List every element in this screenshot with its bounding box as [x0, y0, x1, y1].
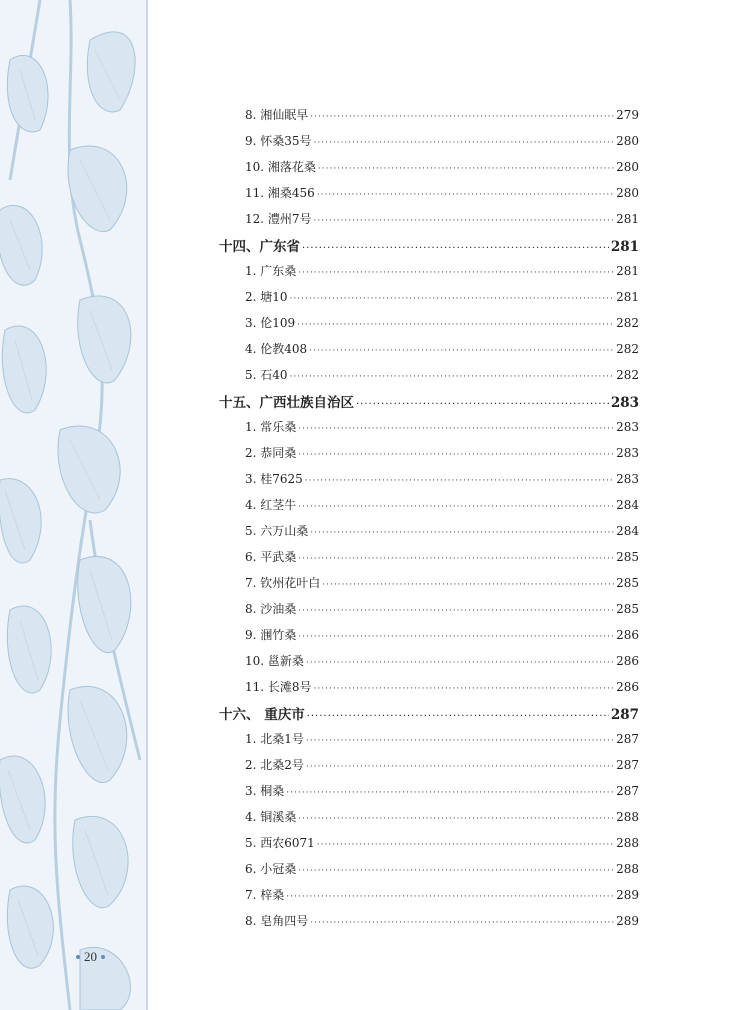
dot-leader: [314, 216, 615, 226]
toc-entry[interactable]: [245, 522, 639, 538]
dot-leader: [298, 268, 614, 278]
dot-leader: [302, 243, 609, 254]
toc-entry[interactable]: [245, 418, 639, 434]
dot-leader: [310, 918, 614, 928]
toc-entry-title: 十五、广西壮族自治区: [219, 395, 354, 411]
toc-entry-page: 285: [616, 602, 639, 616]
toc-entry-page: 282: [616, 342, 639, 356]
toc-entry[interactable]: [245, 444, 639, 460]
toc-entry-page: 288: [616, 810, 639, 824]
toc-entry[interactable]: [245, 314, 639, 330]
dot-leader: [306, 658, 614, 668]
toc-entry-title: 5. 石40: [245, 368, 288, 382]
toc-entry-page: 286: [616, 680, 639, 694]
page-number-text: 20: [84, 949, 97, 964]
toc-entry-page: 287: [616, 758, 639, 772]
toc-entry-title: 3. 伦109: [245, 316, 296, 330]
dot-leader: [298, 554, 614, 564]
toc-entry-page: 284: [616, 524, 639, 538]
toc-entry-title: 1. 常乐桑: [245, 420, 297, 434]
toc-section-heading[interactable]: [219, 235, 639, 253]
toc-entry-page: 288: [616, 836, 639, 850]
toc-entry-page: 289: [616, 914, 639, 928]
toc-entry[interactable]: [245, 262, 639, 278]
toc-entry-title: 9. 怀桑35号: [245, 134, 312, 148]
toc-entry-title: 6. 平武桑: [245, 550, 297, 564]
toc-entry[interactable]: [245, 548, 639, 564]
toc-entry[interactable]: [245, 730, 639, 746]
toc-entry-title: 6. 小冠桑: [245, 862, 297, 876]
toc-entry[interactable]: [245, 366, 639, 382]
dot-leader: [314, 684, 615, 694]
toc-entry-page: 282: [616, 316, 639, 330]
toc-entry-page: 287: [610, 707, 639, 723]
dot-leader: [297, 320, 614, 330]
dot-leader: [298, 450, 614, 460]
dot-leader: [298, 424, 614, 434]
toc-entry-page: 280: [616, 186, 639, 200]
toc-entry-page: 280: [616, 160, 639, 174]
toc-entry-title: 2. 北桑2号: [245, 758, 304, 772]
toc-entry-title: 十六、 重庆市: [219, 707, 305, 723]
dot-leader: [318, 164, 614, 174]
toc-entry-page: 286: [616, 654, 639, 668]
toc-entry[interactable]: [245, 652, 639, 668]
toc-entry-title: 7. 钦州花叶白: [245, 576, 321, 590]
toc-entry-page: 282: [616, 368, 639, 382]
toc-entry-title: 3. 桂7625: [245, 472, 303, 486]
toc-entry-page: 283: [616, 420, 639, 434]
toc-entry[interactable]: [245, 886, 639, 902]
toc-entry-title: 4. 铜溪桑: [245, 810, 297, 824]
toc-entry-title: 11. 湘桑456: [245, 186, 315, 200]
toc-entry-page: 287: [616, 784, 639, 798]
toc-entry[interactable]: [245, 132, 639, 148]
toc-entry[interactable]: [245, 470, 639, 486]
toc-entry-title: 5. 西农6071: [245, 836, 315, 850]
dot-leader: [298, 502, 614, 512]
toc-entry[interactable]: [245, 834, 639, 850]
dot-leader: [298, 814, 614, 824]
dot-leader: [290, 372, 615, 382]
toc-entry[interactable]: [245, 184, 639, 200]
toc-entry-page: 281: [616, 212, 639, 226]
dot-leader: [307, 711, 609, 722]
toc-entry-title: 1. 北桑1号: [245, 732, 304, 746]
toc-entry[interactable]: [245, 782, 639, 798]
toc-entry[interactable]: [245, 158, 639, 174]
toc-entry-page: 281: [610, 239, 639, 255]
dot-leader: [305, 476, 614, 486]
toc-entry-page: 283: [616, 472, 639, 486]
toc-entry-page: 285: [616, 576, 639, 590]
toc-entry-page: 280: [616, 134, 639, 148]
toc-entry-page: 284: [616, 498, 639, 512]
toc-entry-title: 4. 红茎牛: [245, 498, 297, 512]
dot-leader: [310, 112, 614, 122]
dot-leader: [298, 632, 614, 642]
toc-entry-title: 12. 澧州7号: [245, 212, 312, 226]
dot-leader: [306, 762, 614, 772]
toc-entry[interactable]: [245, 912, 639, 928]
toc-entry-page: 279: [616, 108, 639, 122]
toc-entry[interactable]: [245, 756, 639, 772]
dot-leader: [314, 138, 615, 148]
toc-section-heading[interactable]: [219, 391, 639, 409]
dot-leader: [356, 399, 609, 410]
toc-entry-title: 3. 桐桑: [245, 784, 285, 798]
toc-entry[interactable]: [245, 808, 639, 824]
toc-entry-page: 288: [616, 862, 639, 876]
toc-entry-title: 8. 沙油桑: [245, 602, 297, 616]
toc-entry-title: 10. 邕新桑: [245, 654, 304, 668]
toc-entry[interactable]: [245, 860, 639, 876]
dot-leader: [290, 294, 615, 304]
dot-leader: [317, 190, 614, 200]
toc-entry-title: 8. 湘仙眠早: [245, 108, 309, 122]
toc-entry-page: 286: [616, 628, 639, 642]
toc-entry-title: 5. 六万山桑: [245, 524, 309, 538]
dot-leader: [309, 346, 614, 356]
dot-leader: [310, 528, 614, 538]
toc-entry-title: 4. 伦教408: [245, 342, 308, 356]
toc-entry-page: 289: [616, 888, 639, 902]
toc-entry-page: 283: [616, 446, 639, 460]
toc-entry-page: 287: [616, 732, 639, 746]
toc-entry-page: 281: [616, 264, 639, 278]
dot-leader: [286, 788, 614, 798]
toc-entry[interactable]: [245, 340, 639, 356]
toc-entry-page: 285: [616, 550, 639, 564]
toc-entry-title: 1. 广东桑: [245, 264, 297, 278]
dot-leader: [298, 606, 614, 616]
toc-entry[interactable]: [245, 496, 639, 512]
toc-entry-title: 8. 皂角四号: [245, 914, 309, 928]
dot-leader: [317, 840, 614, 850]
toc-entry[interactable]: [245, 600, 639, 616]
toc-entry-title: 2. 恭同桑: [245, 446, 297, 460]
dot-leader: [298, 866, 614, 876]
toc-entry-title: 十四、广东省: [219, 239, 300, 255]
toc-entry[interactable]: [245, 678, 639, 694]
toc-entry-page: 281: [616, 290, 639, 304]
dot-leader: [322, 580, 614, 590]
toc-entry-page: 283: [610, 395, 639, 411]
toc-entry[interactable]: [245, 210, 639, 226]
toc-entry-title: 11. 长滩8号: [245, 680, 312, 694]
toc-entry-title: 7. 梓桑: [245, 888, 285, 902]
dot-leader: [306, 736, 614, 746]
toc-entry-title: 2. 塘10: [245, 290, 288, 304]
toc-section-heading[interactable]: [219, 703, 639, 721]
toc-entry[interactable]: [245, 626, 639, 642]
toc-entry-title: 9. 涠竹桑: [245, 628, 297, 642]
toc-entry[interactable]: [245, 106, 639, 122]
dot-leader: [286, 892, 614, 902]
toc-entry[interactable]: [245, 288, 639, 304]
toc-entry-title: 10. 湘落花桑: [245, 160, 316, 174]
toc-entry[interactable]: [245, 574, 639, 590]
